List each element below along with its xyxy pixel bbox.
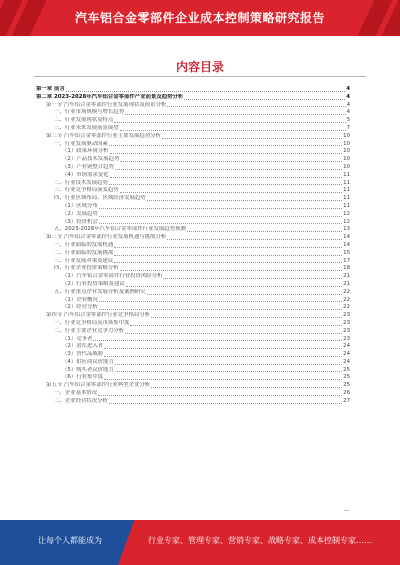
toc-page-number: 11	[343, 195, 350, 202]
toc-page-number: 11	[343, 187, 350, 194]
toc-entry-text: 三、行业竞争格局演变趋势	[54, 187, 119, 194]
report-title: 汽车铝合金零部件企业成本控制策略研究报告	[74, 11, 325, 25]
toc-page-number: 10	[343, 163, 350, 170]
toc-page-number: 14	[343, 241, 350, 248]
toc-leader-dots	[99, 222, 342, 224]
toc-leader-dots	[104, 355, 342, 357]
toc-leader-dots	[99, 215, 342, 217]
toc-page-number: 24	[343, 343, 350, 350]
toc-leader-dots	[110, 152, 343, 154]
toc-leader-dots	[147, 293, 342, 295]
toc-entry[interactable]	[36, 164, 350, 172]
toc-page-number: 24	[343, 351, 350, 358]
toc-entry[interactable]	[36, 250, 350, 258]
toc-divider	[34, 76, 366, 77]
toc-entry[interactable]	[36, 297, 350, 305]
toc-entry[interactable]	[36, 86, 350, 94]
toc-page-number: 25	[343, 366, 350, 373]
toc-page-number: 17	[343, 257, 350, 264]
toc-page-number: 4	[346, 86, 350, 92]
toc-leader-dots	[114, 246, 342, 248]
toc-entry[interactable]	[36, 203, 350, 211]
toc-entry[interactable]	[36, 234, 350, 242]
toc-page-number: 25	[343, 382, 350, 389]
toc-entry-text: 二、行业主要企业竞争力分析	[54, 327, 125, 334]
toc-leader-dots	[120, 269, 342, 271]
toc-leader-dots	[147, 199, 342, 201]
toc-entry[interactable]	[36, 367, 350, 375]
toc-leader-dots	[130, 324, 342, 326]
toc-leader-dots	[151, 386, 342, 388]
toc-entry[interactable]	[36, 258, 350, 266]
toc-entry-text: （2）行业投资策略及建议	[62, 280, 125, 287]
toc-entry-text: 一、行业发展驱动因素	[54, 140, 108, 147]
toc-entry-text: （6）行业集中度	[62, 374, 104, 381]
toc-leader-dots	[114, 261, 342, 263]
toc-entry-text: 第一章 前言	[36, 86, 65, 92]
toc-page-number: 7	[346, 124, 350, 131]
toc-entry-text: 三、行业未来发展前景展望	[54, 124, 119, 131]
toc-page-number: 26	[343, 390, 350, 397]
toc-entry[interactable]	[36, 211, 350, 219]
toc-entry-text: 第三节 汽车铝合金零部件行业发展机遇与挑战分析	[46, 234, 167, 241]
toc-entry-text: （2）潜在进入者	[62, 343, 104, 350]
toc-leader-dots	[151, 316, 342, 318]
toc-leader-dots	[99, 308, 342, 310]
toc-page-number: 23	[343, 327, 350, 334]
toc-entry-text: 三、行业发展对策及建议	[54, 257, 114, 264]
toc-leader-dots	[104, 378, 342, 380]
toc-entry-text: 二、企业经营状况分析	[54, 397, 108, 404]
toc-entry[interactable]	[36, 336, 350, 344]
toc-page-number: 18	[343, 265, 350, 272]
toc-entry[interactable]	[36, 109, 350, 117]
toc-leader-dots	[187, 230, 342, 232]
toc-entry-text: （2）产品技术发展趋势	[62, 156, 120, 163]
toc-page-number: 12	[343, 210, 350, 217]
toc-entry-text: （2）经营分析	[62, 304, 98, 311]
toc-entry[interactable]	[36, 195, 350, 203]
toc-leader-dots	[104, 347, 342, 349]
toc-page-number: 23	[343, 319, 350, 326]
toc-entry[interactable]	[36, 289, 350, 297]
toc-entry-text: （5）购买者议价能力	[62, 366, 114, 373]
toc-entry[interactable]	[36, 94, 350, 102]
toc-leader-dots	[115, 168, 342, 170]
toc-entry-text: 第二章 2023-2028年汽车铝合金零部件产业前景及趋势分析	[36, 93, 184, 100]
toc-heading: 内容目录	[175, 60, 224, 74]
toc-leader-dots	[126, 285, 342, 287]
toc-entry-text: 一、行业面临的发展机遇	[54, 241, 114, 248]
toc-entry-text: （1）区域分布	[62, 202, 98, 209]
toc-entry[interactable]	[36, 320, 350, 328]
toc-entry-text: （2）发展趋势	[62, 210, 98, 217]
toc-entry-text: （1）汽车铝合金零部件行业投资风险分析	[62, 273, 163, 280]
toc-page-number: 4	[346, 93, 350, 100]
toc-entry-text: 四、行业区域布局、区域经济发展趋势	[54, 195, 146, 202]
toc-page-number: 14	[343, 234, 350, 241]
toc-entry-text: （1）政策环境分析	[62, 148, 109, 155]
toc-entry[interactable]	[36, 102, 350, 110]
toc-entry[interactable]	[36, 273, 350, 281]
toc-entry-text: 第二节 汽车铝合金零部件行业主要发展趋势分析	[46, 132, 161, 139]
toc-entry-text: 一、行业竞争格局及市场集中度	[54, 319, 130, 326]
toc-leader-dots	[114, 254, 342, 256]
toc-entry[interactable]	[36, 219, 350, 227]
report-header-banner	[0, 0, 400, 36]
toc-page-number: 10	[343, 156, 350, 163]
toc-page-number: 11	[343, 202, 350, 209]
toc-entry[interactable]	[36, 133, 350, 141]
toc-leader-dots	[99, 207, 342, 209]
table-of-contents	[36, 86, 350, 406]
toc-leader-dots	[99, 300, 342, 302]
toc-entry[interactable]	[36, 180, 350, 188]
toc-page-number: 12	[343, 218, 350, 225]
toc-entry[interactable]	[36, 281, 350, 289]
toc-page-number: 11	[343, 171, 350, 178]
toc-entry[interactable]	[36, 148, 350, 156]
toc-entry[interactable]	[36, 242, 350, 250]
toc-entry-text: 五、2023-2028年汽车铝合金零部件行业发展趋势预测	[54, 226, 186, 233]
toc-entry[interactable]	[36, 343, 350, 351]
toc-leader-dots	[120, 191, 342, 193]
toc-entry-text: （4）供应商议价能力	[62, 358, 114, 365]
toc-page-number: 22	[343, 288, 350, 295]
toc-entry-text: （4）市场需求变化	[62, 171, 109, 178]
toc-page-number: 22	[343, 304, 350, 311]
toc-leader-dots	[167, 238, 342, 240]
toc-entry-text: 一、企业基本情况	[54, 390, 98, 397]
toc-page-number: 10	[343, 132, 350, 139]
toc-page-number: 23	[343, 312, 350, 319]
toc-entry[interactable]	[36, 374, 350, 382]
toc-leader-dots	[162, 137, 342, 139]
toc-page-number: 10	[343, 140, 350, 147]
toc-page-number: 15	[343, 249, 350, 256]
toc-page-number: 24	[343, 358, 350, 365]
toc-entry[interactable]	[36, 304, 350, 312]
toc-entry-text: 二、行业发展现状及特点	[54, 117, 114, 124]
toc-entry[interactable]	[36, 187, 350, 195]
toc-page-number: 22	[343, 296, 350, 303]
toc-entry[interactable]	[36, 141, 350, 149]
toc-entry-text: 第四节 汽车铝合金零部件行业竞争格局分析	[46, 312, 151, 319]
toc-entry-text: 二、行业面临的发展挑战	[54, 249, 114, 256]
toc-leader-dots	[184, 98, 345, 100]
toc-leader-dots	[93, 339, 342, 341]
toc-page-number: 23	[343, 335, 350, 342]
toc-entry[interactable]	[36, 382, 350, 390]
toc-entry-text: 四、行业企业投资策略分析	[54, 265, 119, 272]
toc-entry[interactable]	[36, 156, 350, 164]
toc-entry-text: （3）投资机会	[62, 218, 98, 225]
toc-entry-text: 第一节 汽车铝合金零部件行业发展现状及前景分析	[46, 101, 167, 108]
toc-leader-dots	[115, 370, 342, 372]
toc-leader-dots	[120, 160, 342, 162]
toc-leader-dots	[115, 363, 342, 365]
toc-entry-text: （3）产业链整合趋势	[62, 163, 114, 170]
toc-entry[interactable]	[36, 125, 350, 133]
toc-leader-dots	[109, 402, 342, 404]
toc-page-number: 4	[346, 101, 350, 108]
toc-leader-dots	[167, 105, 345, 107]
toc-entry-text: （3）替代品威胁	[62, 351, 104, 358]
toc-entry[interactable]	[36, 359, 350, 367]
toc-leader-dots	[114, 121, 345, 123]
toc-page-number: 25	[343, 374, 350, 381]
toc-entry-text: 五、行业重点企业发展分析及案例研究	[54, 288, 146, 295]
toc-entry-text: 二、行业技术发展趋势	[54, 179, 108, 186]
toc-leader-dots	[66, 90, 345, 92]
toc-entry[interactable]	[36, 312, 350, 320]
toc-entry[interactable]	[36, 328, 350, 336]
page-marker: —	[344, 508, 349, 514]
toc-entry[interactable]	[36, 398, 350, 406]
toc-page-number: 5	[346, 117, 350, 124]
toc-page-number: 13	[343, 226, 350, 233]
toc-leader-dots	[125, 332, 342, 334]
toc-entry[interactable]	[36, 172, 350, 180]
toc-entry[interactable]	[36, 226, 350, 234]
toc-page-number: 11	[343, 179, 350, 186]
footer-banner	[0, 520, 400, 565]
toc-leader-dots	[120, 129, 346, 131]
toc-entry[interactable]	[36, 265, 350, 273]
toc-page-number: 10	[343, 148, 350, 155]
toc-leader-dots	[109, 183, 342, 185]
footer-slogan-left: 让每个人都能成为	[38, 536, 102, 545]
toc-page-number: 21	[343, 280, 350, 287]
toc-page-number: 27	[343, 397, 350, 404]
toc-entry-text: （1）企业概况	[62, 296, 98, 303]
toc-entry-text: （1）竞争者	[62, 335, 93, 342]
footer-slogan-right: 行业专家、管理专家、营销专家、战略专家、成本控制专家……	[148, 536, 372, 545]
toc-entry-text: 一、行业市场规模与增长趋势	[54, 109, 125, 116]
toc-page-number: 21	[343, 273, 350, 280]
toc-leader-dots	[109, 144, 342, 146]
toc-leader-dots	[125, 113, 345, 115]
toc-leader-dots	[163, 277, 342, 279]
toc-page-number: 4	[346, 109, 350, 116]
toc-entry[interactable]	[36, 351, 350, 359]
toc-leader-dots	[110, 176, 343, 178]
toc-entry-text: 第五节 汽车铝合金零部件行业典型企业分析	[46, 382, 151, 389]
toc-leader-dots	[98, 394, 342, 396]
toc-entry[interactable]	[36, 117, 350, 125]
toc-entry[interactable]	[36, 390, 350, 398]
